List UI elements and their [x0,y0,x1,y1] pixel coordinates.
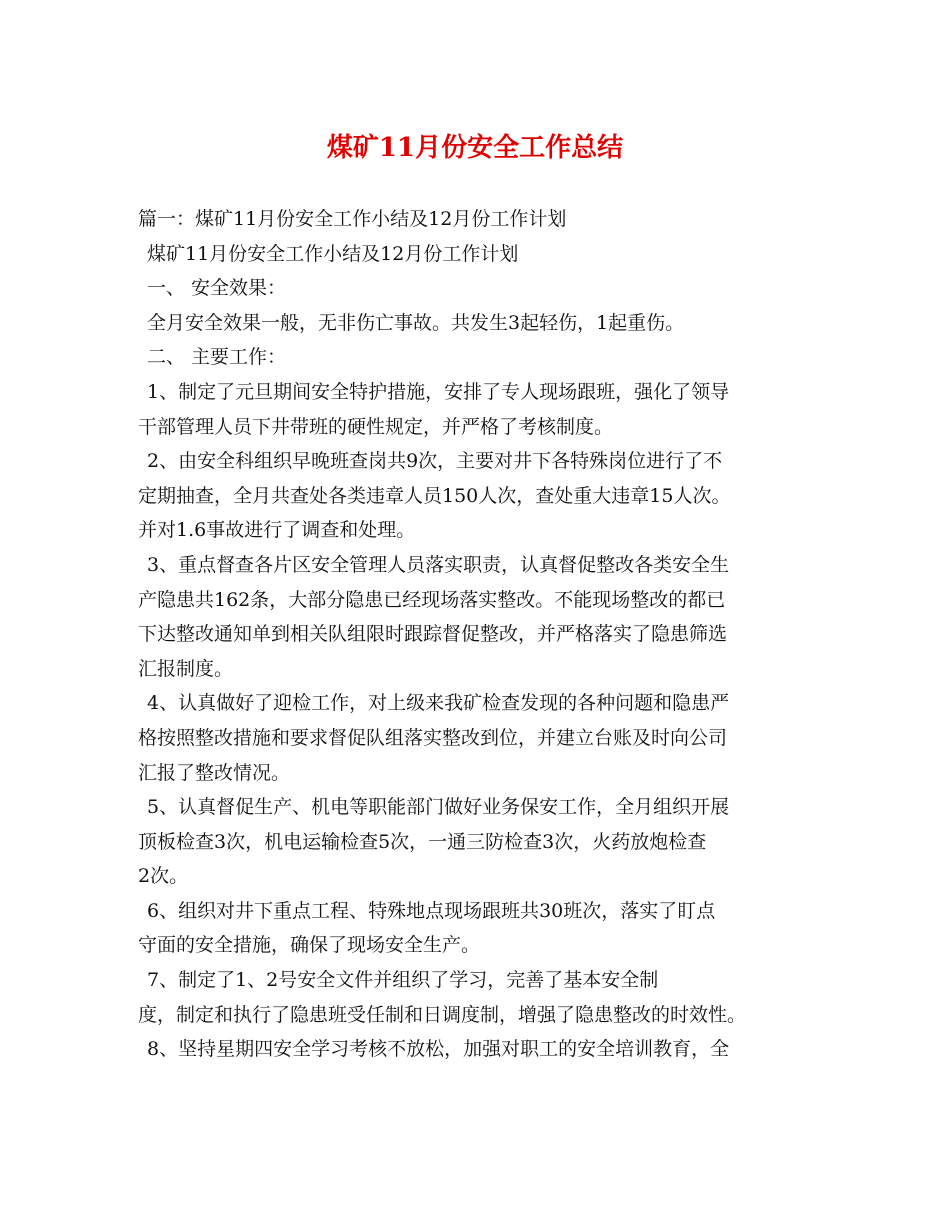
body-line: 篇一：煤矿11月份安全工作小结及12月份工作计划 [138,208,567,230]
body-line: 顶板检查3次，机电运输检查5次，一通三防检查3次，火药放炮检查 [138,830,707,853]
body-line: 6、组织对井下重点工程、特殊地点现场跟班共30班次，落实了盯点 [147,899,716,922]
body-line: 二、 主要工作： [147,346,287,369]
body-line: 度，制定和执行了隐患班受任制和日调度制，增强了隐患整改的时效性。 [138,1003,747,1026]
body-line: 煤矿11月份安全工作小结及12月份工作计划 [147,242,519,265]
body-line: 2、由安全科组织早晚班查岗共9次，主要对井下各特殊岗位进行了不 [147,450,723,473]
body-line: 产隐患共162条，大部分隐患已经现场落实整改。不能现场整改的都已 [138,588,726,611]
body-line: 1、制定了元旦期间安全特护措施，安排了专人现场跟班，强化了领导 [147,380,730,403]
body-line: 汇报制度。 [138,657,234,680]
body-line: 2次。 [138,865,189,888]
body-line: 3、重点督查各片区安全管理人员落实职责，认真督促整改各类安全生 [147,553,730,576]
body-line: 并对1.6事故进行了调查和处理。 [138,519,416,542]
body-line: 一、 安全效果： [147,277,287,300]
body-line: 全月安全效果一般，无非伤亡事故。共发生3起轻伤，1起重伤。 [147,311,685,334]
body-line: 4、认真做好了迎检工作，对上级来我矿检查发现的各种问题和隐患严 [147,692,730,715]
body-line: 格按照整改措施和要求督促队组落实整改到位，并建立台账及时向公司 [138,726,728,749]
body-line: 7、制定了1、2号安全文件并组织了学习，完善了基本安全制 [147,969,659,992]
document-title: 煤矿11月份安全工作总结 [326,133,624,163]
body-line: 守面的安全措施，确保了现场安全生产。 [138,934,481,957]
body-line: 汇报了整改情况。 [138,761,291,784]
body-line: 5、认真督促生产、机电等职能部门做好业务保安工作，全月组织开展 [147,796,730,819]
body-line: 下达整改通知单到相关队组限时跟踪督促整改，并严格落实了隐患筛选 [138,623,728,646]
body-line: 8、坚持星期四安全学习考核不放松，加强对职工的安全培训教育，全 [147,1038,730,1061]
body-line: 干部管理人员下井带班的硬性规定，并严格了考核制度。 [138,415,614,438]
document-body [138,202,828,1067]
body-line: 定期抽查，全月共查处各类违章人员150人次，查处重大违章15人次。 [138,484,731,507]
